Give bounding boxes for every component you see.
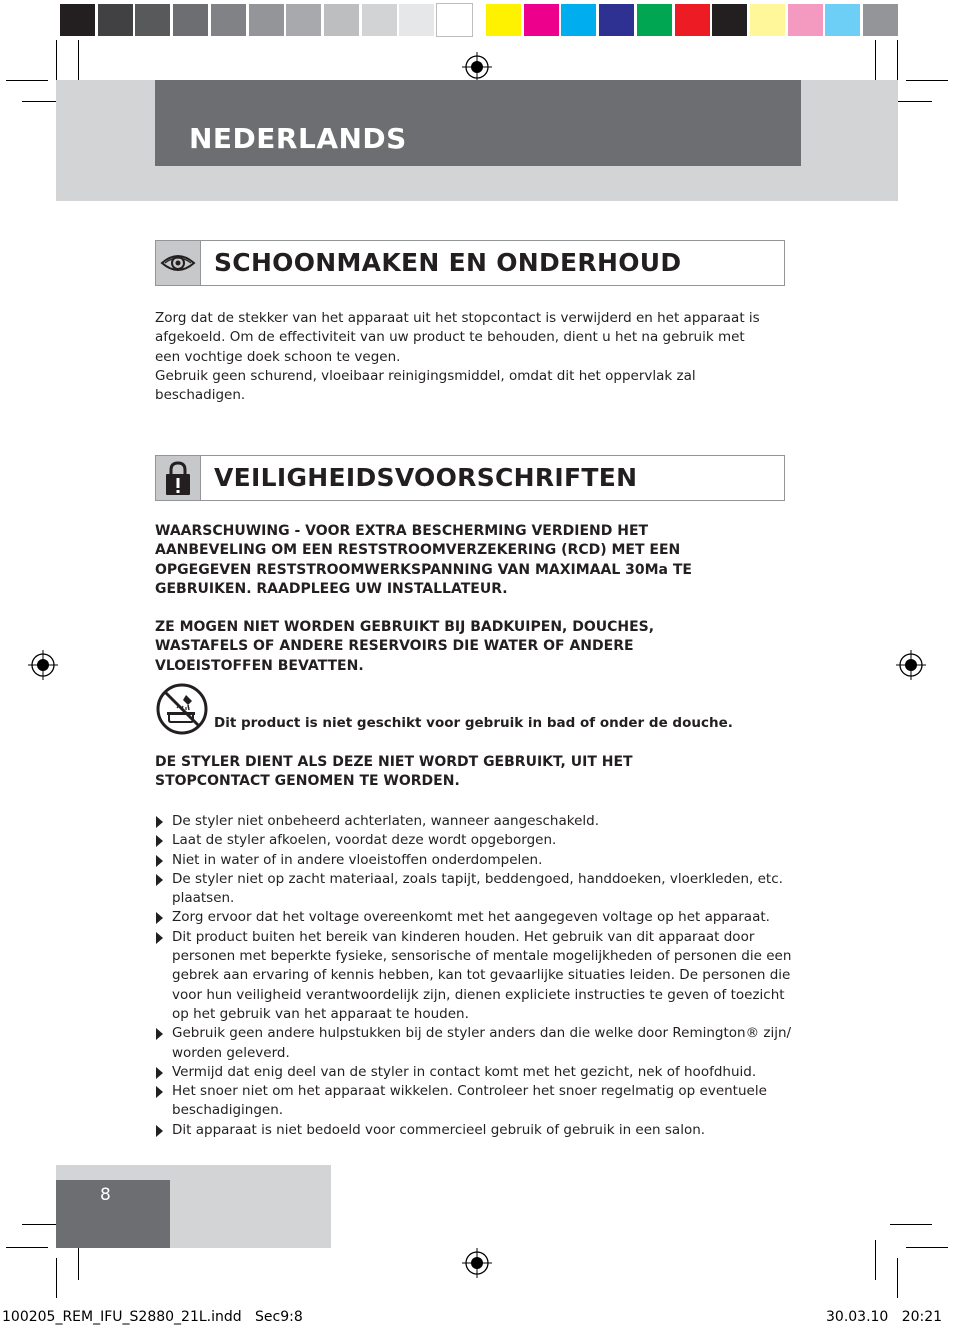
- list-item: Zorg ervoor dat het voltage overeenkomt met het aangegeven voltage op het apparaat.: [155, 908, 795, 927]
- section-icon-box: [156, 241, 201, 285]
- color-swatch: [712, 4, 747, 36]
- gray-swatch: [362, 4, 397, 36]
- safety-bullet-list: [155, 812, 795, 1140]
- section-title: VEILIGHEIDSVOORSCHRIFTEN: [214, 463, 638, 492]
- no-bath-text: Dit product is niet geschikt voor gebruik in bad of onder de douche.: [214, 715, 733, 731]
- language-title: NEDERLANDS: [189, 122, 407, 155]
- list-item: Dit apparaat is niet bedoeld voor commercieel gebruik of gebruik in een salon.: [155, 1121, 795, 1140]
- color-swatch: [637, 4, 672, 36]
- crop-mark: [56, 1258, 57, 1298]
- gray-swatch: [324, 4, 359, 36]
- color-calibration-bar: [56, 0, 898, 40]
- text-line: beschadigen.: [155, 387, 246, 404]
- crop-mark: [56, 40, 57, 80]
- text-line: GEBRUIKEN. RAADPLEEG UW INSTALLATEUR.: [155, 580, 508, 597]
- list-item: Niet in water of in andere vloeistoffen onderdompelen.: [155, 851, 795, 870]
- text-line: afgekoeld. Om de effectiviteit van uw product te behouden, dient u het na gebruik met: [155, 329, 745, 346]
- page-number: 8: [100, 1185, 111, 1205]
- registration-mark-icon: [28, 650, 58, 680]
- text-line: WAARSCHUWING - VOOR EXTRA BESCHERMING VERDIEND HET: [155, 523, 649, 539]
- color-swatch: [863, 4, 898, 36]
- color-swatch: [524, 4, 559, 36]
- registration-mark-icon: [462, 52, 492, 82]
- eye-icon: [156, 241, 200, 285]
- section-icon-box: [156, 456, 201, 500]
- gray-swatch: [286, 4, 321, 36]
- unplug-warning: [155, 753, 795, 792]
- gray-swatch: [60, 4, 95, 36]
- text-line: OPGEGEVEN RESTSTROOMWERKSPANNING VAN MAXIMAAL 30Ma TE: [155, 561, 692, 578]
- list-item: Vermijd dat enig deel van de styler in contact komt met het gezicht, nek of hoofdhuid.: [155, 1063, 795, 1082]
- color-swatch: [750, 4, 785, 36]
- list-item: Laat de styler afkoelen, voordat deze wordt opgeborgen.: [155, 831, 795, 850]
- gray-swatch: [135, 4, 170, 36]
- section-header-safety: [155, 455, 785, 501]
- section-title: SCHOONMAKEN EN ONDERHOUD: [214, 248, 682, 277]
- text-line: WASTAFELS OF ANDERE RESERVOIRS DIE WATER OF ANDERE: [155, 638, 634, 655]
- crop-mark: [6, 1247, 48, 1248]
- list-item: De styler niet op zacht materiaal, zoals tapijt, beddengoed, handdoeken, vloerkleden, etc. plaatsen.: [155, 870, 795, 909]
- registration-mark-icon: [896, 650, 926, 680]
- list-item: Het snoer niet om het apparaat wikkelen. Controleer het snoer regelmatig op eventuele beschadigingen.: [155, 1082, 795, 1121]
- text-line: ZE MOGEN NIET WORDEN GEBRUIKT BIJ BADKUIPEN, DOUCHES,: [155, 619, 655, 635]
- no-bath-icon: [155, 682, 209, 736]
- gray-swatch: [399, 4, 434, 36]
- footer-file-name: 100205_REM_IFU_S2880_21L.indd Sec9:8: [2, 1309, 303, 1325]
- cleaning-paragraph: [155, 309, 775, 405]
- crop-mark: [6, 80, 48, 81]
- color-swatch: [825, 4, 860, 36]
- crop-mark: [897, 40, 898, 80]
- color-swatch: [788, 4, 823, 36]
- list-item: Gebruik geen andere hulpstukken bij de styler anders dan die welke door Remington® zijn/ worden geleverd.: [155, 1024, 795, 1063]
- crop-mark: [875, 1240, 876, 1280]
- crop-mark: [890, 1224, 932, 1225]
- footer-datetime: 30.03.10 20:21: [826, 1309, 943, 1325]
- color-swatch: [486, 4, 521, 36]
- rcd-warning: [155, 522, 795, 599]
- text-line: STOPCONTACT GENOMEN TE WORDEN.: [155, 773, 460, 790]
- crop-mark: [906, 1247, 948, 1248]
- list-item: Dit product buiten het bereik van kinderen houden. Het gebruik van dit apparaat door personen met beperkte fysieke, sensorische of mentale mogelijkheden of personen die een gebrek aan ervaring of kennis hebben, kan tot gevaarlijke situaties leiden. De personen die voor hun veiligheid verantwoordelijk zijn, dienen expliciete instructies te geven of toezicht op het gebruik van het apparaat te houden.: [155, 928, 795, 1024]
- gray-swatch: [211, 4, 246, 36]
- gray-swatch: [173, 4, 208, 36]
- gray-swatch: [98, 4, 133, 36]
- crop-mark: [906, 80, 948, 81]
- crop-mark: [897, 1258, 898, 1298]
- page-number-box: [56, 1180, 170, 1248]
- list-item: De styler niet onbeheerd achterlaten, wanneer aangeschakeld.: [155, 812, 795, 831]
- bath-warning: [155, 618, 795, 676]
- color-swatch: [599, 4, 634, 36]
- lock-warning-icon: [156, 456, 200, 500]
- text-line: een vochtige doek schoon te vegen.: [155, 348, 401, 365]
- text-line: VLOEISTOFFEN BEVATTEN.: [155, 657, 364, 674]
- text-line: DE STYLER DIENT ALS DEZE NIET WORDT GEBRUIKT, UIT HET: [155, 754, 633, 770]
- gray-swatch: [249, 4, 284, 36]
- text-line: Gebruik geen schurend, vloeibaar reinigingsmiddel, omdat dit het oppervlak zal: [155, 367, 696, 384]
- gray-swatch: [437, 4, 472, 36]
- section-header-cleaning: [155, 240, 785, 286]
- text-line: Zorg dat de stekker van het apparaat uit het stopcontact is verwijderd en het apparaat is: [155, 310, 760, 326]
- color-swatch: [675, 4, 710, 36]
- text-line: AANBEVELING OM EEN RESTSTROOMVERZEKERING (RCD) MET EEN: [155, 542, 681, 559]
- registration-mark-icon: [462, 1248, 492, 1278]
- color-swatch: [561, 4, 596, 36]
